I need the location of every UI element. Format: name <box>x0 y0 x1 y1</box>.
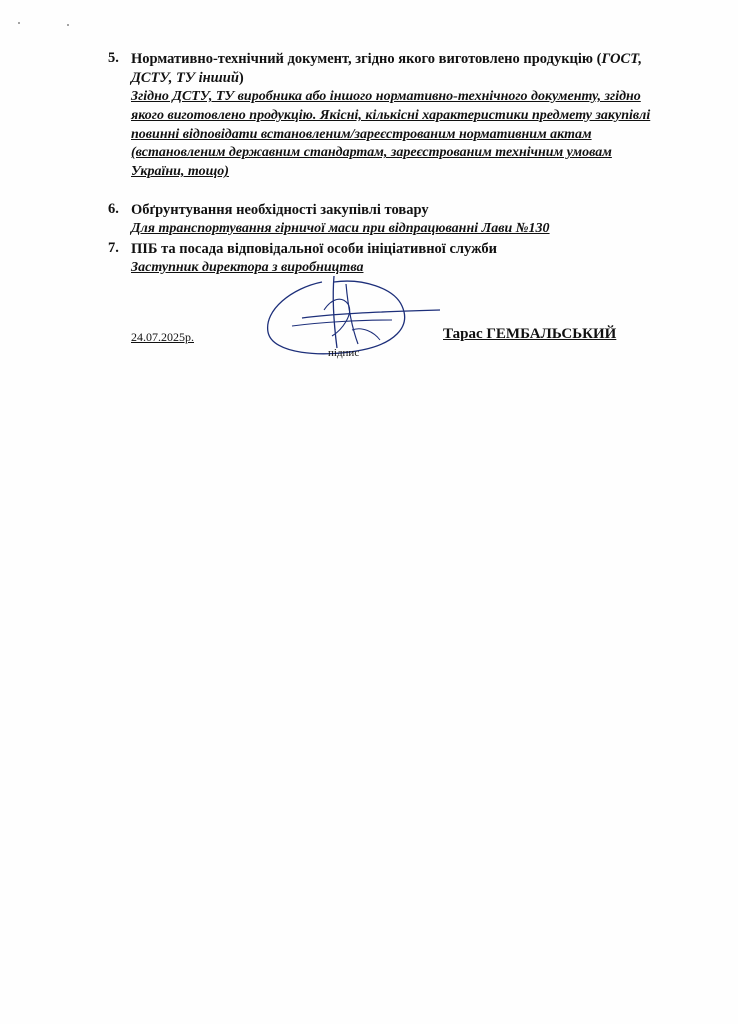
item-title-text: Нормативно-технічний документ, згідно якого виготовлено продукцію ( <box>131 51 602 67</box>
signature-caption: підпис <box>328 347 360 359</box>
item-number: 5. <box>108 50 119 66</box>
signer-name: Тарас ГЕМБАЛЬСЬКИЙ <box>443 326 617 342</box>
scan-speck <box>67 24 69 26</box>
item-answer: Заступник директора з виробництва <box>131 260 364 275</box>
item-number: 7. <box>108 240 119 256</box>
item-answer: Для транспортування гірничої маси при відпрацюванні Лави №130 <box>131 221 550 236</box>
item-title <box>131 50 651 88</box>
signature-date: 24.07.2025р. <box>131 330 194 344</box>
item-content <box>131 50 651 182</box>
item-title: Обґрунтування необхідності закупівлі товару <box>131 202 429 218</box>
item-title: ПІБ та посада відповідальної особи ініціативної служби <box>131 241 498 257</box>
item-number: 6. <box>108 201 119 217</box>
item-answer: Згідно ДСТУ, ТУ виробника або іншого нормативно-технічного документу, згідно якого виготовлено продукцію. Якісні, кількісні характеристики предмету закупівлі повинні відповідати встановленим/зареєстрованим нормативним актам (встановленим державним стандартам, зареєстрованим технічним умовам України, тощо) <box>131 89 651 180</box>
scan-speck <box>18 22 20 24</box>
item-content <box>131 201 651 239</box>
item-title-end: ) <box>238 70 244 86</box>
item-title-italic: ГОСТ, ДСТУ, ТУ інший <box>131 51 642 86</box>
